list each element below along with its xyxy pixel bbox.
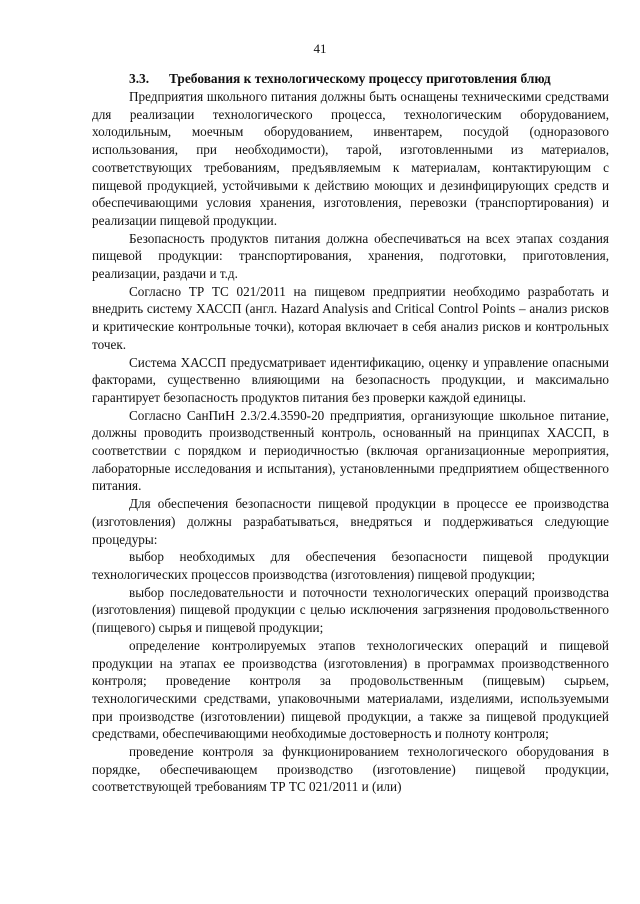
section-title: Требования к технологическому процессу приготовления блюд — [169, 71, 551, 86]
paragraph: Согласно ТР ТС 021/2011 на пищевом предприятии необходимо разработать и внедрить систему ХАССП (англ. Hazard Analysis and Critical Control Points – анализ рисков и критические контрольные точки), которая включает в себя анализ рисков и контрольных точек. — [92, 283, 609, 352]
paragraph: выбор необходимых для обеспечения безопасности пищевой продукции технологических процессов производства (изготовления) пищевой продукции; — [92, 549, 609, 582]
paragraph: Безопасность продуктов питания должна обеспечиваться на всех этапах создания пищевой продукции: транспортирования, хранения, подготовки, приготовления, реализации, раздачи и т.д. — [92, 230, 609, 282]
paragraph: определение контролируемых этапов технологических операций и пищевой продукции на этапах ее производства (изготовления) в программах производственного контроля; проведение контроля за продовольственным (пищевым) сырьем, технологическими средствами, упаковочными материалами, изделиями, используемыми при производстве (изготовлении) пищевой продукции, а также за пищевой продукцией средствами, обеспечивающими необходимые достоверность и полноту контроля; — [92, 637, 609, 742]
paragraph: Для обеспечения безопасности пищевой продукции в процессе ее производства (изготовления) должны разрабатываться, внедряться и поддерживаться следующие процедуры: — [92, 496, 609, 547]
section-number: 3.3. — [129, 71, 150, 86]
paragraph: Предприятия школьного питания должны быть оснащены техническими средствами для реализации технологического процесса, технологическим оборудованием, холодильным, моечным оборудованием, инвентарем, посудой (одноразового использования, при необходимости), тарой, изготовленными из материалов, соответствующих требованиям, предъявляемым к материалам, контактирующим с пищевой продукцией, устойчивыми к действию моющих и дезинфицирующих средств и обеспечивающими условия хранения, изготовления, перевозки (транспортирования) и реализации пищевой продукции. — [92, 89, 609, 228]
paragraph: выбор последовательности и поточности технологических операций производства (изготовления) пищевой продукции с целью исключения загрязнения продовольственного (пищевого) сырья и пищевой продукции; — [92, 584, 609, 636]
paragraph: Система ХАССП предусматривает идентификацию, оценку и управление опасными факторами, существенно влияющими на безопасность продукции, и максимально гарантирует безопасность продуктов питания без проверки каждой единицы. — [92, 354, 609, 405]
section-heading — [129, 70, 609, 87]
paragraph: Согласно СанПиН 2.3/2.4.3590-20 предприятия, организующие школьное питание, должны проводить производственный контроль, основанный на принципах ХАССП, в соответствии с порядком и периодичностью (включая организационные мероприятия, лабораторные исследования и испытания), установленными предприятием общественного питания. — [92, 407, 609, 494]
paragraph: проведение контроля за функционированием технологического оборудования в порядке, обеспечивающем производство (изготовление) пищевой продукции, соответствующей требованиям ТР ТС 021/2011 и (или) — [92, 744, 609, 795]
body-text — [92, 88, 609, 796]
page-number: 41 — [313, 41, 327, 56]
